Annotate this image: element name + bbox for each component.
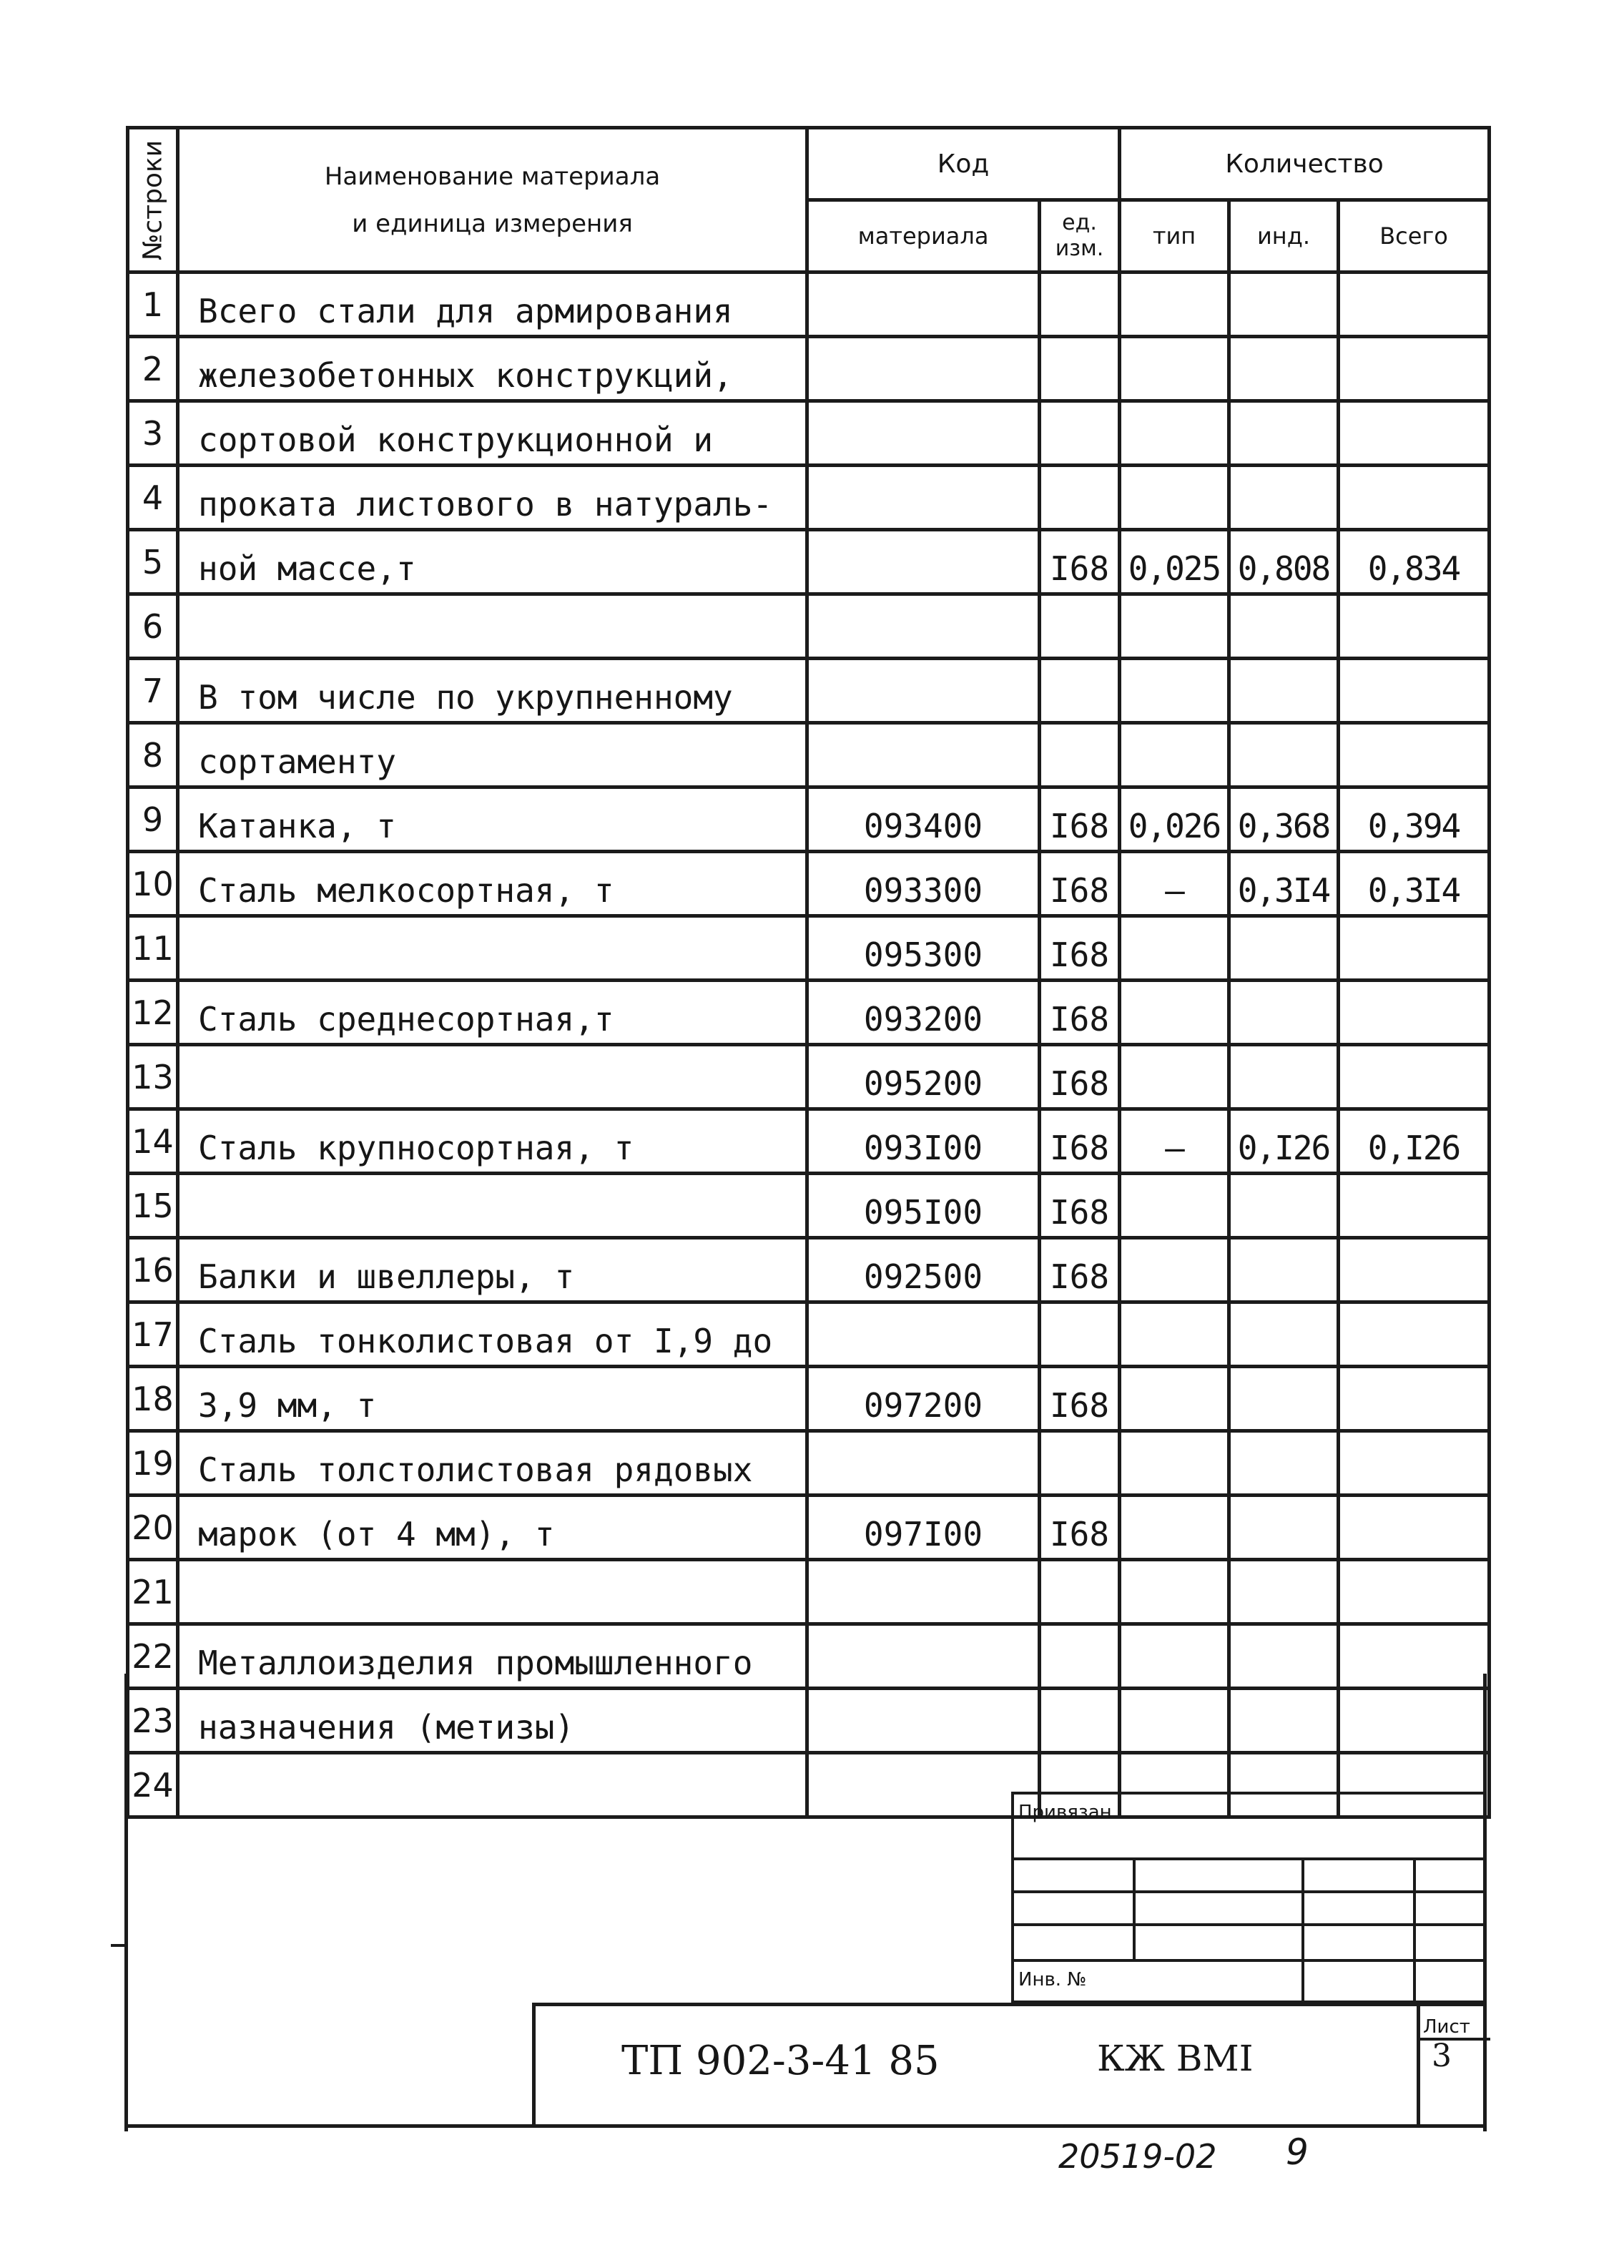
material-name-cell: Сталь толстолистовая рядовых	[178, 1431, 807, 1496]
material-name-cell: марок (от 4 мм), т	[178, 1496, 807, 1560]
qty-ind-cell	[1229, 1431, 1339, 1496]
stamp-cell	[1301, 1923, 1416, 1962]
row-number-cell: 14	[128, 1109, 178, 1174]
material-code-cell: 095I00	[807, 1174, 1040, 1238]
row-number-cell: 3	[128, 401, 178, 466]
qty-type-cell	[1120, 916, 1229, 981]
row-number-cell: 11	[128, 916, 178, 981]
table-row	[128, 1624, 1490, 1689]
unit-code-cell: I68	[1040, 1238, 1120, 1302]
material-code-cell	[807, 723, 1040, 787]
unit-code-cell: I68	[1040, 1367, 1120, 1431]
sheet-number: 3	[1432, 2038, 1452, 2074]
qty-total-cell: 0,394	[1339, 787, 1490, 852]
unit-code-cell	[1040, 1302, 1120, 1367]
material-code-cell	[807, 466, 1040, 530]
unit-code-cell	[1040, 1689, 1120, 1753]
material-code-cell: 093I00	[807, 1109, 1040, 1174]
sheet-label: Лист	[1423, 2016, 1470, 2038]
qty-total-cell	[1339, 401, 1490, 466]
qty-total-cell	[1339, 1560, 1490, 1624]
qty-type-cell	[1120, 1689, 1229, 1753]
table-row	[128, 337, 1490, 401]
frame-tick	[111, 1944, 128, 1947]
stamp-cell	[1133, 1923, 1304, 1962]
header-name-line2: и единица измерения	[352, 209, 633, 238]
unit-code-cell	[1040, 401, 1120, 466]
qty-type-cell: –	[1120, 1109, 1229, 1174]
qty-total-cell	[1339, 916, 1490, 981]
table-row	[128, 466, 1490, 530]
qty-type-cell	[1120, 466, 1229, 530]
material-name-cell: железобетонных конструкций,	[178, 337, 807, 401]
table-row	[128, 1045, 1490, 1109]
material-code-cell: 093400	[807, 787, 1040, 852]
qty-total-cell	[1339, 1238, 1490, 1302]
project-code: ТП 902-3-41 85	[621, 2038, 940, 2084]
material-name-cell: Сталь тонколистовая от I,9 до	[178, 1302, 807, 1367]
table-row	[128, 981, 1490, 1045]
qty-ind-cell	[1229, 594, 1339, 659]
qty-type-cell	[1120, 1367, 1229, 1431]
material-name-cell	[178, 1753, 807, 1817]
unit-code-cell: I68	[1040, 1174, 1120, 1238]
row-number-cell: 17	[128, 1302, 178, 1367]
qty-type-cell	[1120, 1238, 1229, 1302]
table-row	[128, 1109, 1490, 1174]
qty-type-cell	[1120, 337, 1229, 401]
material-code-cell: 095300	[807, 916, 1040, 981]
qty-ind-cell	[1229, 723, 1339, 787]
qty-total-cell	[1339, 1624, 1490, 1689]
stamp-cell	[1301, 1959, 1416, 2003]
qty-total-cell	[1339, 981, 1490, 1045]
material-code-cell	[807, 659, 1040, 723]
sheet-cell	[1417, 2006, 1487, 2128]
material-name-cell: Катанка, т	[178, 787, 807, 852]
table-row	[128, 659, 1490, 723]
material-code-cell	[807, 594, 1040, 659]
qty-total-cell	[1339, 1496, 1490, 1560]
unit-code-cell: I68	[1040, 1109, 1120, 1174]
qty-total-cell: 0,I26	[1339, 1109, 1490, 1174]
row-number-cell: 19	[128, 1431, 178, 1496]
qty-total-cell	[1339, 1431, 1490, 1496]
qty-type-cell: 0,026	[1120, 787, 1229, 852]
row-number-cell: 13	[128, 1045, 178, 1109]
header-total: Всего	[1339, 200, 1490, 273]
unit-code-cell	[1040, 723, 1120, 787]
unit-code-cell: I68	[1040, 787, 1120, 852]
qty-ind-cell: 0,808	[1229, 530, 1339, 594]
row-number-cell: 5	[128, 530, 178, 594]
qty-ind-cell	[1229, 1367, 1339, 1431]
unit-code-cell: I68	[1040, 981, 1120, 1045]
stamp-attached-label: Привязан	[1018, 1802, 1112, 1823]
qty-type-cell	[1120, 1302, 1229, 1367]
material-table	[126, 126, 1491, 1819]
unit-code-cell	[1040, 659, 1120, 723]
qty-ind-cell: 0,3I4	[1229, 852, 1339, 916]
material-name-cell	[178, 916, 807, 981]
header-unit: ед. изм.	[1040, 200, 1120, 273]
row-number-cell: 12	[128, 981, 178, 1045]
qty-ind-cell	[1229, 1045, 1339, 1109]
row-number-cell: 16	[128, 1238, 178, 1302]
qty-type-cell	[1120, 723, 1229, 787]
qty-ind-cell	[1229, 1624, 1339, 1689]
qty-type-cell	[1120, 659, 1229, 723]
unit-code-cell	[1040, 1624, 1120, 1689]
row-number-cell: 18	[128, 1367, 178, 1431]
qty-ind-cell: 0,368	[1229, 787, 1339, 852]
material-name-cell: Сталь среднесортная,т	[178, 981, 807, 1045]
qty-ind-cell	[1229, 1496, 1339, 1560]
qty-total-cell	[1339, 1045, 1490, 1109]
stamp-cell	[1011, 1857, 1136, 1893]
material-code-cell	[807, 1689, 1040, 1753]
table-row	[128, 1431, 1490, 1496]
material-name-cell: сортаменту	[178, 723, 807, 787]
row-number-cell: 15	[128, 1174, 178, 1238]
row-number-cell: 4	[128, 466, 178, 530]
qty-ind-cell	[1229, 1689, 1339, 1753]
table-row	[128, 1496, 1490, 1560]
header-type: тип	[1120, 200, 1229, 273]
material-code-cell: 097I00	[807, 1496, 1040, 1560]
header-material-name	[178, 128, 807, 273]
stamp-cell	[1301, 1857, 1416, 1893]
material-name-cell: Балки и швеллеры, т	[178, 1238, 807, 1302]
unit-code-cell: I68	[1040, 1045, 1120, 1109]
unit-code-cell: I68	[1040, 1496, 1120, 1560]
row-number-cell: 2	[128, 337, 178, 401]
header-row-number-label: №строки	[138, 139, 167, 260]
page-number: 9	[1286, 2131, 1309, 2173]
table-row	[128, 530, 1490, 594]
row-number-cell: 8	[128, 723, 178, 787]
qty-total-cell	[1339, 723, 1490, 787]
material-code-cell: 095200	[807, 1045, 1040, 1109]
material-code-cell: 093200	[807, 981, 1040, 1045]
table-row	[128, 1302, 1490, 1367]
stamp-cell	[1011, 1923, 1136, 1962]
table-row	[128, 1367, 1490, 1431]
qty-total-cell: 0,834	[1339, 530, 1490, 594]
material-name-cell: проката листового в натураль-	[178, 466, 807, 530]
unit-code-cell: I68	[1040, 916, 1120, 981]
stamp-cell	[1413, 1959, 1486, 2003]
qty-type-cell	[1120, 1174, 1229, 1238]
row-number-cell: 1	[128, 273, 178, 337]
qty-type-cell	[1120, 981, 1229, 1045]
unit-code-cell: I68	[1040, 530, 1120, 594]
stamp-cell	[1413, 1857, 1486, 1893]
material-name-cell: Металлоизделия промышленного	[178, 1624, 807, 1689]
material-name-cell	[178, 1045, 807, 1109]
row-number-cell: 6	[128, 594, 178, 659]
qty-total-cell	[1339, 337, 1490, 401]
qty-total-cell	[1339, 1689, 1490, 1753]
header-name-line1: Наименование материала	[324, 162, 661, 191]
qty-ind-cell	[1229, 916, 1339, 981]
material-code-cell	[807, 530, 1040, 594]
row-number-cell: 24	[128, 1753, 178, 1817]
table-row	[128, 1238, 1490, 1302]
header-code-group: Код	[807, 128, 1120, 200]
qty-ind-cell	[1229, 401, 1339, 466]
unit-code-cell	[1040, 1560, 1120, 1624]
row-number-cell: 21	[128, 1560, 178, 1624]
material-name-cell: Сталь крупносортная, т	[178, 1109, 807, 1174]
frame-left-line	[124, 1674, 128, 2131]
row-number-cell: 9	[128, 787, 178, 852]
unit-code-cell: I68	[1040, 852, 1120, 916]
material-code-cell: 093300	[807, 852, 1040, 916]
table-row	[128, 273, 1490, 337]
material-code-cell	[807, 1624, 1040, 1689]
table-row	[128, 1560, 1490, 1624]
qty-type-cell	[1120, 1045, 1229, 1109]
material-code-cell	[807, 273, 1040, 337]
stamp-cell	[1413, 1923, 1486, 1962]
header-material-code: материала	[807, 200, 1040, 273]
material-name-cell	[178, 1174, 807, 1238]
material-code-cell	[807, 1302, 1040, 1367]
sheet-divider	[1420, 2038, 1490, 2041]
qty-type-cell: 0,025	[1120, 530, 1229, 594]
table-row	[128, 401, 1490, 466]
unit-code-cell	[1040, 1431, 1120, 1496]
qty-total-cell	[1339, 1174, 1490, 1238]
stamp-cell	[1133, 1890, 1304, 1926]
material-name-cell: ной массе,т	[178, 530, 807, 594]
material-name-cell: Сталь мелкосортная, т	[178, 852, 807, 916]
material-name-cell: 3,9 мм, т	[178, 1367, 807, 1431]
row-number-cell: 10	[128, 852, 178, 916]
qty-type-cell	[1120, 273, 1229, 337]
material-code-cell	[807, 1431, 1040, 1496]
table-row	[128, 916, 1490, 981]
table-row	[128, 594, 1490, 659]
header-row-1	[128, 128, 1490, 200]
qty-type-cell	[1120, 1624, 1229, 1689]
qty-type-cell	[1120, 594, 1229, 659]
qty-ind-cell	[1229, 337, 1339, 401]
qty-type-cell	[1120, 1560, 1229, 1624]
material-name-cell	[178, 594, 807, 659]
stamp-cell	[1133, 1857, 1304, 1893]
stamp-cell	[1413, 1890, 1486, 1926]
row-number-cell: 7	[128, 659, 178, 723]
qty-type-cell	[1120, 1431, 1229, 1496]
row-number-cell: 20	[128, 1496, 178, 1560]
qty-total-cell	[1339, 1367, 1490, 1431]
row-number-cell: 23	[128, 1689, 178, 1753]
drawing-mark: КЖ ВМI	[1097, 2038, 1254, 2079]
qty-total-cell	[1339, 659, 1490, 723]
table-row	[128, 787, 1490, 852]
document-number: 20519-02	[1058, 2137, 1217, 2176]
qty-type-cell: –	[1120, 852, 1229, 916]
material-name-cell: Всего стали для армирования	[178, 273, 807, 337]
unit-code-cell	[1040, 466, 1120, 530]
stamp-inv-label: Инв. №	[1018, 1969, 1087, 1990]
qty-ind-cell	[1229, 659, 1339, 723]
table-row	[128, 852, 1490, 916]
qty-total-cell	[1339, 466, 1490, 530]
row-number-cell: 22	[128, 1624, 178, 1689]
title-block	[532, 2003, 1487, 2128]
material-code-cell	[807, 1753, 1040, 1817]
table-row	[128, 723, 1490, 787]
qty-type-cell	[1120, 401, 1229, 466]
qty-ind-cell	[1229, 1238, 1339, 1302]
header-quantity-group: Количество	[1120, 128, 1490, 200]
material-name-cell	[178, 1560, 807, 1624]
qty-ind-cell	[1229, 466, 1339, 530]
header-ind: инд.	[1229, 200, 1339, 273]
qty-ind-cell	[1229, 1302, 1339, 1367]
qty-total-cell	[1339, 1302, 1490, 1367]
material-code-cell	[807, 1560, 1040, 1624]
header-row-number	[128, 128, 178, 273]
unit-code-cell	[1040, 273, 1120, 337]
material-code-cell: 097200	[807, 1367, 1040, 1431]
material-name-cell: В том числе по укрупненному	[178, 659, 807, 723]
qty-ind-cell	[1229, 273, 1339, 337]
material-code-cell: 092500	[807, 1238, 1040, 1302]
unit-code-cell	[1040, 594, 1120, 659]
qty-type-cell	[1120, 1496, 1229, 1560]
qty-ind-cell	[1229, 981, 1339, 1045]
qty-ind-cell	[1229, 1560, 1339, 1624]
material-name-cell: сортовой конструкционной и	[178, 401, 807, 466]
qty-total-cell: 0,3I4	[1339, 852, 1490, 916]
material-code-cell	[807, 337, 1040, 401]
material-code-cell	[807, 401, 1040, 466]
table-body	[128, 273, 1490, 1817]
qty-ind-cell: 0,I26	[1229, 1109, 1339, 1174]
table-row	[128, 1689, 1490, 1753]
stamp-cell	[1301, 1890, 1416, 1926]
material-name-cell: назначения (метизы)	[178, 1689, 807, 1753]
qty-total-cell	[1339, 594, 1490, 659]
stamp-cell	[1011, 1890, 1136, 1926]
qty-ind-cell	[1229, 1174, 1339, 1238]
qty-total-cell	[1339, 273, 1490, 337]
unit-code-cell	[1040, 337, 1120, 401]
table-row	[128, 1174, 1490, 1238]
